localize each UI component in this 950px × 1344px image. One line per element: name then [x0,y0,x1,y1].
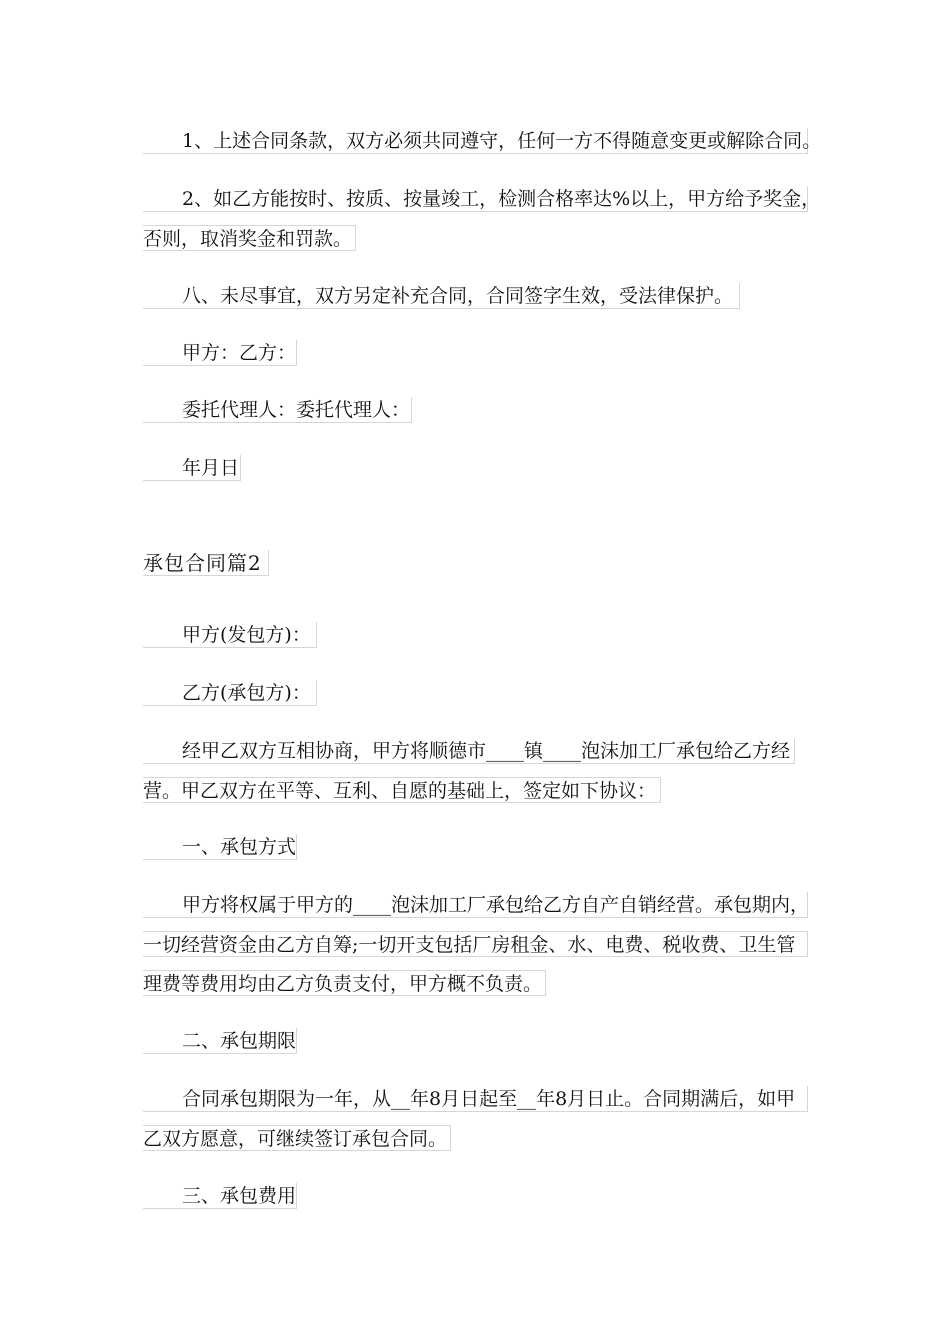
clause-2-line-1: 2、如乙方能按时、按质、按量竣工，检测合格率达%以上，甲方给予奖金， [143,186,808,212]
intro-line-2: 营。甲乙双方在平等、互利、自愿的基础上，签定如下协议： [143,777,661,803]
agent-labels: 委托代理人：委托代理人： [143,397,412,423]
section-2-line-1: 合同承包期限为一年，从__年8月日起至__年8月日止。合同期满后，如甲 [143,1086,808,1112]
party-a-label: 甲方(发包方)： [143,622,317,648]
clause-2-line-2: 否则，取消奖金和罚款。 [143,225,356,251]
party-b-label: 乙方(承包方)： [143,680,317,706]
section-1-heading: 一、承包方式 [143,834,297,860]
section-title: 承包合同篇2 [143,550,269,576]
section-1-line-1: 甲方将权属于甲方的____泡沫加工厂承包给乙方自产自销经营。承包期内， [143,892,808,918]
section-2-heading: 二、承包期限 [143,1028,297,1054]
section-1-line-3: 理费等费用均由乙方负责支付，甲方概不负责。 [143,970,546,996]
date-label: 年月日 [143,455,241,481]
section-1-line-2: 一切经营资金由乙方自筹;一切开支包括厂房租金、水、电费、税收费、卫生管 [143,931,808,957]
section-3-heading: 三、承包费用 [143,1183,297,1209]
intro-line-1: 经甲乙双方互相协商，甲方将顺德市____镇____泡沫加工厂承包给乙方经 [143,738,795,764]
clause-8: 八、未尽事宜，双方另定补充合同，合同签字生效，受法律保护。 [143,283,740,309]
party-labels: 甲方：乙方： [143,340,297,366]
clause-1: 1、上述合同条款，双方必须共同遵守，任何一方不得随意变更或解除合同。 [143,128,808,154]
section-2-line-2: 乙双方愿意，可继续签订承包合同。 [143,1125,451,1151]
